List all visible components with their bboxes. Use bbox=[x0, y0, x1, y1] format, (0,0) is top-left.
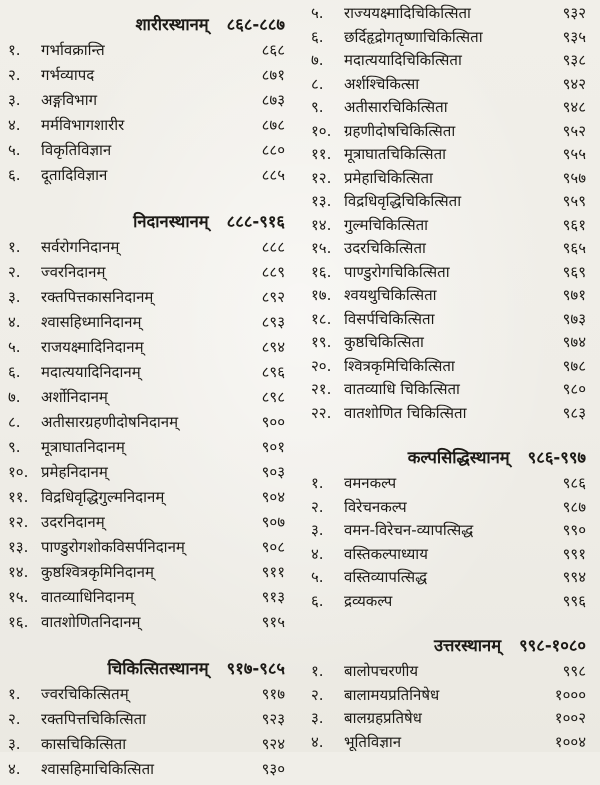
entry-number: २. bbox=[8, 66, 21, 84]
toc-entry bbox=[8, 710, 285, 735]
entry-title: ग्रहणीदोषचिकित्सिता bbox=[344, 121, 456, 140]
toc-entry bbox=[8, 166, 285, 191]
entry-page: ९७८ bbox=[562, 356, 586, 375]
entry-title: राज्ययक्ष्मादिचिकित्सिता bbox=[344, 4, 471, 22]
entry-title: अङ्गविभाग bbox=[41, 91, 98, 109]
entry-title: कुष्ठश्वित्रकृमिनिदानम् bbox=[41, 563, 154, 581]
section-page-range: ९८६-९९७ bbox=[527, 448, 586, 468]
entry-number: ६. bbox=[8, 363, 21, 381]
entry-number: १२. bbox=[8, 513, 29, 531]
entry-title: गर्भावक्रान्ति bbox=[41, 41, 105, 59]
toc-entry bbox=[311, 733, 586, 757]
entry-number: ४. bbox=[311, 732, 324, 751]
entry-page: ९३५ bbox=[562, 27, 586, 46]
toc-entry bbox=[8, 238, 285, 263]
entry-page: ९२४ bbox=[261, 735, 285, 753]
entry-title: विसर्पचिकित्सिता bbox=[344, 309, 435, 328]
entry-title: रक्तपित्तकासनिदानम् bbox=[41, 288, 154, 306]
entry-title: उदरनिदानम् bbox=[41, 513, 105, 531]
entry-page: ९८६ bbox=[562, 474, 586, 492]
entry-number: १४. bbox=[8, 563, 29, 581]
entry-page: ९२३ bbox=[261, 710, 285, 728]
entry-title: राजयक्ष्मादिनिदानम् bbox=[41, 338, 144, 356]
toc-entry bbox=[8, 363, 285, 388]
entry-title: प्रमेहनिदानम् bbox=[41, 463, 108, 481]
entry-title: वस्तिकल्पाध्याय bbox=[344, 544, 428, 563]
toc-entry bbox=[311, 310, 586, 334]
entry-page: ८८८ bbox=[261, 238, 285, 256]
entry-page: ९९१ bbox=[562, 544, 586, 563]
entry-title: वमन-विरेचन-व्यापत्सिद्ध bbox=[344, 521, 474, 539]
toc-entry bbox=[8, 488, 285, 513]
toc-entry bbox=[311, 404, 586, 428]
entry-number: १८. bbox=[311, 309, 332, 328]
entry-title: ज्वरचिकित्सितम् bbox=[41, 685, 129, 703]
entry-number: ८. bbox=[311, 74, 324, 93]
entry-page: ८९४ bbox=[261, 338, 285, 356]
entry-page: १००० bbox=[554, 685, 586, 704]
entry-number: १०. bbox=[311, 121, 332, 140]
entry-title: विरेचनकल्प bbox=[344, 497, 407, 516]
entry-number: ११. bbox=[8, 488, 29, 506]
entry-number: ४. bbox=[8, 313, 21, 331]
entry-number: ५. bbox=[311, 568, 324, 586]
entry-number: २०. bbox=[311, 356, 332, 375]
entry-number: ३. bbox=[8, 288, 21, 306]
entry-page: ८८९ bbox=[261, 263, 285, 281]
toc-entry bbox=[311, 686, 586, 710]
entry-number: ५. bbox=[8, 141, 21, 159]
section-heading bbox=[8, 6, 285, 41]
entry-title: अतीसारचिकित्सिता bbox=[344, 98, 448, 116]
entry-title: वातव्याधिनिदानम् bbox=[41, 588, 134, 606]
entry-page: ९०३ bbox=[261, 463, 285, 481]
entry-number: ७. bbox=[311, 51, 324, 69]
entry-number: ३. bbox=[8, 735, 21, 753]
toc-entry bbox=[311, 4, 586, 28]
entry-title: वातव्याधि चिकित्सिता bbox=[344, 380, 460, 398]
entry-page: ९०७ bbox=[261, 513, 285, 531]
toc-entry bbox=[311, 75, 586, 99]
entry-title: विकृतिविज्ञान bbox=[41, 141, 112, 159]
toc-entry bbox=[8, 288, 285, 313]
toc-entry bbox=[311, 216, 586, 240]
entry-number: ६. bbox=[311, 27, 324, 46]
entry-title: बालोपचरणीय bbox=[344, 662, 419, 680]
entry-number: १०. bbox=[8, 463, 29, 481]
entry-page: ९५७ bbox=[562, 168, 586, 187]
entry-title: वस्तिव्यापत्सिद्ध bbox=[344, 568, 428, 586]
entry-page: ९५५ bbox=[562, 145, 586, 163]
toc-entry bbox=[311, 662, 586, 686]
entry-page: ९१५ bbox=[261, 613, 285, 631]
toc-entry bbox=[8, 613, 285, 638]
entry-number: १६. bbox=[8, 613, 29, 631]
entry-title: दूतादिविज्ञान bbox=[41, 166, 108, 184]
entry-number: ९. bbox=[311, 98, 324, 116]
entry-page: ९८३ bbox=[562, 403, 586, 422]
toc-entry bbox=[311, 568, 586, 592]
toc-entry bbox=[311, 192, 586, 216]
entry-title: कासचिकित्सिता bbox=[41, 735, 127, 753]
entry-number: २२. bbox=[311, 403, 332, 422]
entry-number: २. bbox=[8, 710, 21, 728]
entry-number: ९. bbox=[8, 438, 21, 456]
toc-entry bbox=[311, 474, 586, 498]
entry-page: ८८० bbox=[261, 141, 285, 159]
entry-title: छर्दिहृद्रोगतृष्णाचिकित्सिता bbox=[344, 27, 483, 46]
toc-entry bbox=[311, 498, 586, 522]
entry-page: १००४ bbox=[554, 732, 586, 751]
entry-number: २१. bbox=[311, 380, 332, 398]
toc-entry bbox=[8, 141, 285, 166]
section-heading bbox=[311, 439, 586, 474]
entry-title: वातशोणितनिदानम् bbox=[41, 613, 141, 631]
entry-number: १७. bbox=[311, 286, 332, 304]
entry-page: ९३८ bbox=[562, 51, 586, 69]
entry-page: ९१३ bbox=[261, 588, 285, 606]
entry-number: ३. bbox=[8, 91, 21, 109]
entry-page: ९३० bbox=[261, 760, 285, 778]
entry-title: ज्वरनिदानम् bbox=[41, 263, 106, 281]
entry-number: १३. bbox=[311, 192, 332, 210]
entry-page: ९९६ bbox=[562, 591, 586, 610]
entry-number: १. bbox=[8, 41, 21, 59]
toc-entry bbox=[8, 41, 285, 66]
entry-title: मदात्ययादिचिकित्सिता bbox=[344, 51, 462, 69]
entry-number: ६. bbox=[8, 166, 21, 184]
entry-title: बालग्रहप्रतिषेध bbox=[344, 709, 422, 727]
entry-page: ९१७ bbox=[261, 685, 285, 703]
section-title: उत्तरस्थानम् bbox=[433, 636, 502, 656]
entry-number: १३. bbox=[8, 538, 29, 556]
entry-page: ९६९ bbox=[562, 262, 586, 281]
entry-title: वमनकल्प bbox=[344, 474, 397, 492]
entry-number: १. bbox=[8, 685, 21, 703]
toc-entry bbox=[8, 66, 285, 91]
entry-page: ९७१ bbox=[562, 286, 586, 304]
entry-title: द्रव्यकल्प bbox=[344, 591, 393, 610]
entry-page: ९४८ bbox=[562, 98, 586, 116]
entry-page: ९०८ bbox=[261, 538, 285, 556]
entry-number: १२. bbox=[311, 168, 332, 187]
entry-page: ८९६ bbox=[261, 363, 285, 381]
section-page-range: ८६८-८८७ bbox=[226, 15, 285, 35]
toc-entry bbox=[311, 709, 586, 733]
entry-title: कुष्ठचिकित्सिता bbox=[344, 333, 424, 351]
entry-title: श्वित्रकृमिचिकित्सिता bbox=[344, 356, 455, 375]
entry-title: उदरचिकित्सिता bbox=[344, 239, 426, 257]
toc-entry bbox=[8, 263, 285, 288]
entry-title: भूतिविज्ञान bbox=[344, 732, 402, 751]
entry-number: ३. bbox=[311, 709, 324, 727]
entry-number: २. bbox=[311, 497, 324, 516]
entry-title: पाण्डुरोगचिकित्सिता bbox=[344, 262, 450, 281]
entry-number: ८. bbox=[8, 413, 21, 431]
toc-entry bbox=[311, 145, 586, 169]
toc-entry bbox=[8, 538, 285, 563]
entry-page: ९५२ bbox=[562, 121, 586, 140]
entry-title: अर्शश्चिकित्सा bbox=[344, 74, 420, 93]
entry-number: १५. bbox=[311, 239, 332, 257]
entry-number: १५. bbox=[8, 588, 29, 606]
entry-title: मूत्राघातनिदानम् bbox=[41, 438, 125, 456]
toc-entry bbox=[8, 338, 285, 363]
toc-entry bbox=[8, 463, 285, 488]
toc-entry bbox=[311, 357, 586, 381]
section-heading bbox=[311, 627, 586, 662]
toc-entry bbox=[8, 563, 285, 588]
toc-entry bbox=[311, 169, 586, 193]
entry-page: ८७१ bbox=[261, 66, 285, 84]
entry-page: ९९४ bbox=[562, 568, 586, 586]
toc-entry bbox=[311, 122, 586, 146]
section-page-range: ९९८-१०८० bbox=[519, 636, 586, 656]
entry-number: १६. bbox=[311, 262, 332, 281]
entry-title: श्वयथुचिकित्सिता bbox=[344, 286, 437, 304]
toc-entry bbox=[8, 116, 285, 141]
entry-number: ५. bbox=[311, 4, 324, 22]
toc-entry bbox=[311, 28, 586, 52]
entry-title: मूत्राघातचिकित्सिता bbox=[344, 145, 447, 163]
toc-entry bbox=[311, 239, 586, 263]
entry-page: ९७३ bbox=[562, 309, 586, 328]
toc-entry bbox=[8, 588, 285, 613]
section-title: निदानस्थानम् bbox=[133, 212, 209, 232]
toc-entry bbox=[8, 91, 285, 116]
toc-entry bbox=[311, 98, 586, 122]
entry-page: ९०१ bbox=[261, 438, 285, 456]
entry-title: श्वासहिमाचिकित्सिता bbox=[41, 760, 155, 778]
entry-number: १४. bbox=[311, 215, 332, 234]
toc-entry bbox=[8, 735, 285, 760]
entry-page: ९३२ bbox=[562, 4, 586, 22]
entry-page: ८९८ bbox=[261, 388, 285, 406]
entry-page: ८९३ bbox=[261, 313, 285, 331]
entry-title: रक्तपित्तचिकित्सिता bbox=[41, 710, 147, 728]
toc-entry bbox=[8, 313, 285, 338]
entry-number: ४. bbox=[8, 760, 21, 778]
entry-page: ९०० bbox=[261, 413, 285, 431]
entry-title: वातशोणित चिकित्सिता bbox=[344, 403, 467, 422]
entry-number: ६. bbox=[311, 591, 324, 610]
entry-page: ९०४ bbox=[261, 488, 285, 506]
entry-number: १९. bbox=[311, 333, 332, 351]
entry-title: अतीसारग्रहणीदोषनिदानम् bbox=[41, 413, 179, 431]
toc-entry bbox=[311, 333, 586, 357]
toc-entry bbox=[8, 685, 285, 710]
entry-title: बालामयप्रतिनिषेध bbox=[344, 685, 440, 704]
entry-title: विद्रधिवृद्धिगुल्मनिदानम् bbox=[41, 488, 165, 506]
entry-number: १. bbox=[311, 474, 324, 492]
entry-page: ८८५ bbox=[261, 166, 285, 184]
entry-page: ८७८ bbox=[261, 116, 285, 134]
entry-page: ९११ bbox=[261, 563, 285, 581]
entry-title: प्रमेहाचिकित्सिता bbox=[344, 168, 433, 187]
section-page-range: ९१७-९८५ bbox=[226, 659, 285, 679]
entry-title: मदात्ययादिनिदानम् bbox=[41, 363, 141, 381]
entry-title: गुल्मचिकित्सिता bbox=[344, 215, 429, 234]
entry-page: ८९२ bbox=[261, 288, 285, 306]
entry-number: १. bbox=[311, 662, 324, 680]
entry-number: ४. bbox=[8, 116, 21, 134]
entry-title: मर्मविभागशारीर bbox=[41, 116, 125, 134]
toc-column-right bbox=[299, 2, 594, 752]
entry-page: ९८७ bbox=[562, 497, 586, 516]
section-title: शारीरस्थानम् bbox=[135, 15, 209, 35]
entry-title: गर्भव्यापद bbox=[41, 66, 95, 84]
toc-entry bbox=[311, 380, 586, 404]
entry-page: ९७४ bbox=[562, 333, 586, 351]
toc-entry bbox=[311, 263, 586, 287]
entry-title: सर्वरोगनिदानम् bbox=[41, 238, 120, 256]
entry-page: ८६८ bbox=[261, 41, 285, 59]
entry-number: १. bbox=[8, 238, 21, 256]
toc-column-left bbox=[4, 2, 299, 778]
toc-entry bbox=[311, 521, 586, 545]
toc-entry bbox=[8, 513, 285, 538]
toc-entry bbox=[311, 51, 586, 75]
section-title: कल्पसिद्धिस्थानम् bbox=[407, 448, 510, 468]
toc-entry bbox=[311, 545, 586, 569]
entry-number: २. bbox=[311, 685, 324, 704]
entry-page: ९९० bbox=[562, 521, 586, 539]
section-page-range: ८८८-९१६ bbox=[226, 212, 285, 232]
entry-number: ५. bbox=[8, 338, 21, 356]
entry-page: ९९८ bbox=[562, 662, 586, 680]
entry-number: २. bbox=[8, 263, 21, 281]
entry-page: ९८० bbox=[562, 380, 586, 398]
entry-page: ९४२ bbox=[562, 74, 586, 93]
toc-entry bbox=[311, 286, 586, 310]
entry-number: ७. bbox=[8, 388, 21, 406]
section-heading bbox=[8, 650, 285, 685]
entry-number: ४. bbox=[311, 544, 324, 563]
entry-page: १००२ bbox=[554, 709, 586, 727]
section-title: चिकित्सितस्थानम् bbox=[107, 659, 209, 679]
entry-page: ९६५ bbox=[562, 239, 586, 257]
toc-entry bbox=[8, 413, 285, 438]
entry-number: ११. bbox=[311, 145, 332, 163]
entry-page: ९६१ bbox=[562, 215, 586, 234]
section-heading bbox=[8, 203, 285, 238]
toc-entry bbox=[311, 592, 586, 616]
toc-entry bbox=[8, 388, 285, 413]
entry-title: पाण्डुरोगशोकविसर्पनिदानम् bbox=[41, 538, 185, 556]
toc-entry bbox=[8, 438, 285, 463]
entry-number: ३. bbox=[311, 521, 324, 539]
toc-entry bbox=[8, 760, 285, 785]
entry-title: अर्शोनिदानम् bbox=[41, 388, 108, 406]
entry-page: ९५९ bbox=[562, 192, 586, 210]
entry-title: श्वासहिध्मानिदानम् bbox=[41, 313, 142, 331]
entry-title: विद्रधिवृद्धिचिकित्सिता bbox=[344, 192, 462, 210]
entry-page: ८७३ bbox=[261, 91, 285, 109]
